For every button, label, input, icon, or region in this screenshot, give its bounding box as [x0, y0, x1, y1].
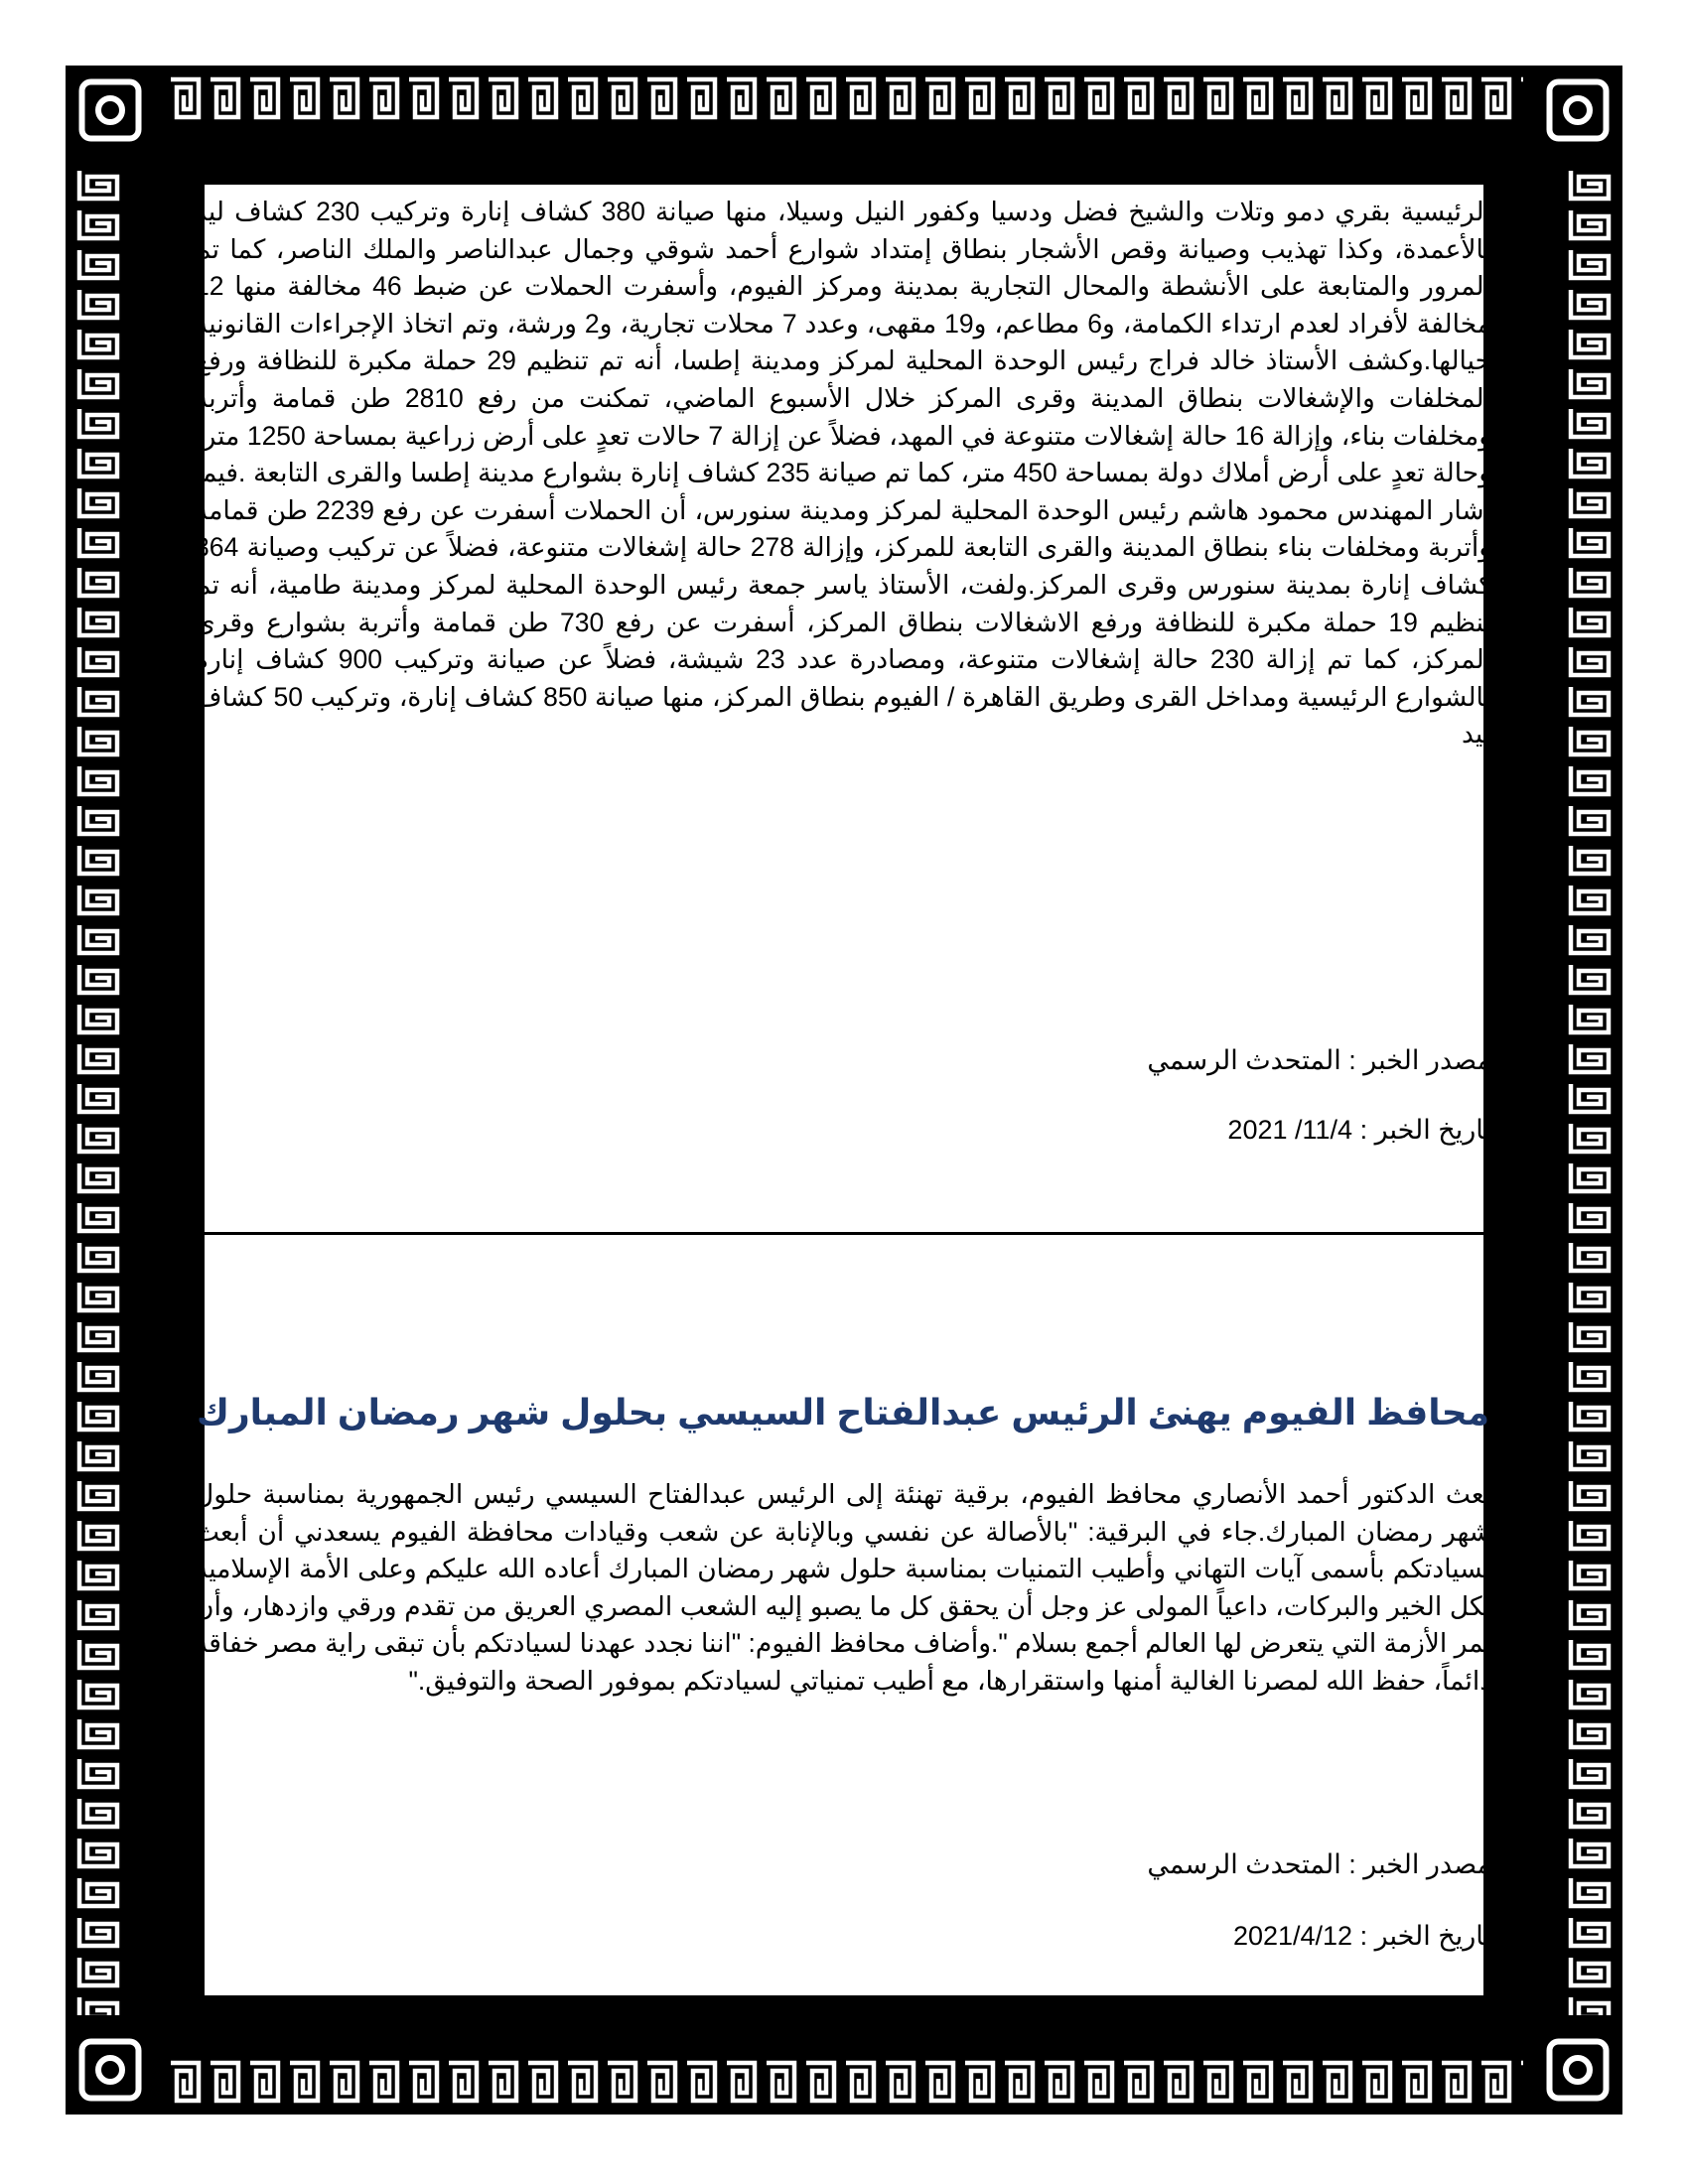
- page-content: [195, 194, 1492, 1951]
- article1-date: تاريخ الخبر : 11/4/ 2021: [1227, 1115, 1491, 1145]
- article1-body: الرئيسية بقري دمو وتلات والشيخ فضل ودسيا وكفور النيل وسيلا، منها صيانة 380 كشاف إنارة وتركيب 230 كشاف ليد بالأعمدة، وكذا تهذيب وصيانة وقص الأشجار بنطاق إمتداد شوارع أحمد شوقي وجمال عبدالناصر والملك الناصر، كما تم المرور والمتابعة على الأنشطة والمحال التجارية بمدينة ومركز الفيوم، وأسفرت الحملات عن ضبط 46 مخالفة منها 12 مخالفة لأفراد لعدم ارتداء الكمامة، و6 مطاعم، و19 مقهى، وعدد 7 محلات تجارية، و2 ورشة، وتم اتخاذ الإجراءات القانونية حيالها.وكشف الأستاذ خالد فراج رئيس الوحدة المحلية لمركز ومدينة إطسا، أنه تم تنظيم 29 حملة مكبرة للنظافة ورفع المخلفات والإشغالات بنطاق المدينة وقرى المركز خلال الأسبوع الماضي، تمكنت من رفع 2810 طن قمامة وأتربة ومخلفات بناء، وإزالة 16 حالة إشغالات متنوعة في المهد، فضلاً عن إزالة 7 حالات تعدٍ على أرض زراعية بمساحة 1250 متر، وحالة تعدٍ على أرض أملاك دولة بمساحة 450 متر، كما تم صيانة 235 كشاف إنارة بشوارع مدينة إطسا والقرى التابعة .فيما أشار المهندس محمود هاشم رئيس الوحدة المحلية لمركز ومدينة سنورس، أن الحملات أسفرت عن رفع 2239 طن قمامة وأتربة ومخلفات بناء بنطاق المدينة والقرى التابعة للمركز، وإزالة 278 حالة إشغالات متنوعة، فضلاً عن تركيب وصيانة 364 كشاف إنارة بمدينة سنورس وقرى المركز.ولفت، الأستاذ ياسر جمعة رئيس الوحدة المحلية لمركز ومدينة طامية، أنه تم تنظيم 19 حملة مكبرة للنظافة ورفع الاشغالات بنطاق المركز، أسفرت عن رفع 730 طن قمامة وأتربة بشوارع وقرى المركز، كما تم إزالة 230 حالة إشغالات متنوعة، ومصادرة عدد 23 شيشة، فضلاً عن صيانة وتركيب 900 كشاف إنارة بالشوارع الرئيسية ومداخل القرى وطريق القاهرة / الفيوم بنطاق المركز، منها صيانة 850 كشاف إنارة، وتركيب 50 كشاف ليد: [195, 197, 1492, 750]
- corner-circle-icon: [77, 2037, 143, 2103]
- greek-key-right-border-icon: [1557, 165, 1622, 2015]
- corner-circle-icon: [1545, 2037, 1611, 2103]
- article1-source: مصدر الخبر : المتحدث الرسمي: [1147, 1045, 1491, 1075]
- greek-key-bottom-border-icon: [165, 2049, 1523, 2115]
- greek-key-left-border-icon: [66, 165, 131, 2015]
- corner-circle-icon: [77, 77, 143, 143]
- greek-key-top-border-icon: [165, 66, 1523, 131]
- article2-headline: محافظ الفيوم يهنئ الرئيس عبدالفتاح السيسي بحلول شهر رمضان المبارك: [196, 1392, 1490, 1433]
- corner-circle-icon: [1545, 77, 1611, 143]
- article2-source: مصدر الخبر : المتحدث الرسمي: [1147, 1849, 1491, 1879]
- section-divider: [195, 1232, 1491, 1235]
- article2-body: بعث الدكتور أحمد الأنصاري محافظ الفيوم، برقية تهنئة إلى الرئيس عبدالفتاح السيسي رئيس الجمهورية بمناسبة حلول شهر رمضان المبارك.جاء في البرقية: "بالأصالة عن نفسي وبالإنابة عن شعب وقيادات محافظة الفيوم يسعدني أن أبعث لسيادتكم بأسمى آيات التهاني وأطيب التمنيات بمناسبة حلول شهر رمضان المبارك أعاده الله عليكم وعلى الأمة الإسلامية بكل الخير والبركات، داعياً المولى عز وجل أن يحقق كل ما يصبو إليه الشعب المصري العريق من تقدم ورقي وازدهار، وأن تمر الأزمة التي يتعرض لها العالم أجمع بسلام ".وأضاف محافظ الفيوم: "اننا نجدد عهدنا لسيادتكم بأن تبقى راية مصر خفاقة دائماً، حفظ الله لمصرنا الغالية أمنها واستقرارها، مع أطيب تمنياتي لسيادتكم بموفور الصحة والتوفيق.": [195, 1479, 1491, 1696]
- article2-date: تاريخ الخبر : 2021/4/12: [1232, 1921, 1491, 1951]
